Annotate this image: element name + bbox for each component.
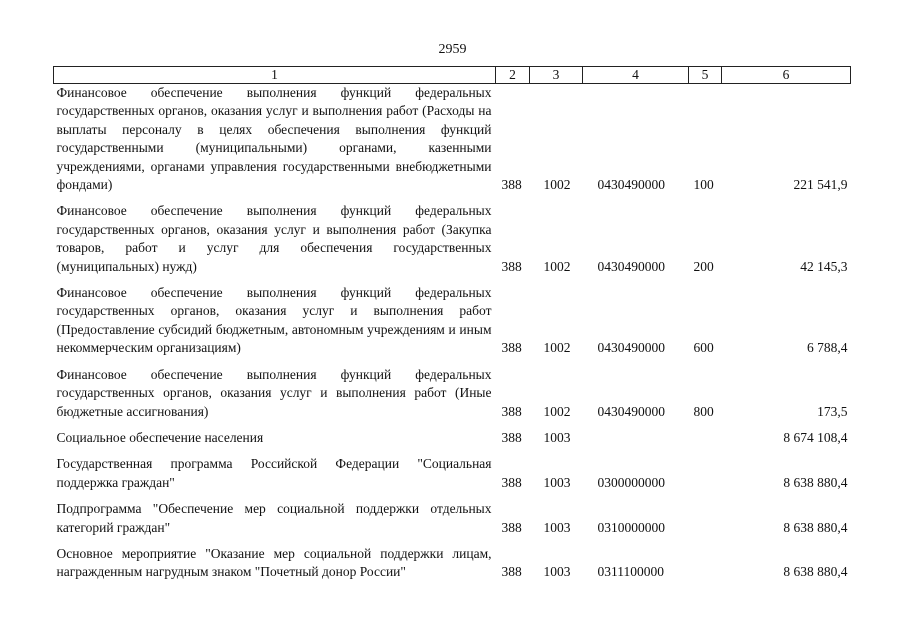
column-header-rz: 3 bbox=[530, 67, 583, 84]
row-vr-code bbox=[689, 500, 722, 537]
table-row bbox=[54, 284, 851, 358]
row-vr-code: 800 bbox=[693, 403, 714, 419]
row-rz-code: 1003 bbox=[543, 564, 571, 580]
column-header-sum: 6 bbox=[722, 67, 851, 84]
row-vr-code: 600 bbox=[693, 340, 714, 356]
column-header-gr: 2 bbox=[496, 67, 530, 84]
row-cs-code: 0430490000 bbox=[597, 258, 665, 274]
row-sum: 8 674 108,4 bbox=[783, 429, 848, 445]
table-row bbox=[54, 500, 851, 537]
budget-table bbox=[53, 66, 851, 582]
table-row bbox=[54, 202, 851, 276]
row-gr-code: 388 bbox=[501, 403, 522, 419]
row-gr-code: 388 bbox=[501, 177, 522, 193]
column-header-cs: 4 bbox=[583, 67, 689, 84]
row-cs-code: 0430490000 bbox=[597, 177, 665, 193]
row-rz-code: 1003 bbox=[543, 474, 571, 490]
table-row bbox=[54, 545, 851, 582]
row-cs-code: 0430490000 bbox=[597, 403, 665, 419]
table-header-row bbox=[54, 67, 851, 84]
row-rz-code: 1002 bbox=[543, 403, 571, 419]
row-vr-code: 200 bbox=[693, 258, 714, 274]
table-row bbox=[54, 455, 851, 492]
row-vr-code bbox=[689, 429, 722, 447]
row-name: Подпрограмма "Обеспечение мер социальной поддержки отдельных категорий граждан" bbox=[56, 501, 492, 535]
row-cs-code: 0310000000 bbox=[597, 519, 665, 535]
row-rz-code: 1002 bbox=[543, 258, 571, 274]
row-cs-code: 0300000000 bbox=[597, 474, 665, 490]
table-row bbox=[54, 429, 851, 447]
row-vr-code bbox=[689, 455, 722, 492]
table-row bbox=[54, 366, 851, 421]
page-number: 2959 bbox=[438, 42, 467, 57]
row-cs-code bbox=[583, 429, 689, 447]
row-rz-code: 1003 bbox=[543, 519, 571, 535]
row-vr-code: 100 bbox=[693, 177, 714, 193]
row-gr-code: 388 bbox=[501, 429, 522, 445]
row-gr-code: 388 bbox=[501, 564, 522, 580]
row-sum: 173,5 bbox=[817, 403, 848, 419]
row-sum: 221 541,9 bbox=[793, 177, 848, 193]
row-rz-code: 1003 bbox=[543, 429, 571, 445]
row-gr-code: 388 bbox=[501, 474, 522, 490]
row-name: Финансовое обеспечение выполнения функций федеральных государственных органов, оказания услуг и выполнения работ (Иные бюджетные ассигнования) bbox=[56, 366, 492, 419]
row-rz-code: 1002 bbox=[543, 340, 571, 356]
row-name: Основное мероприятие "Оказание мер социальной поддержки лицам, награжденным нагрудным знаком "Почетный донор России" bbox=[56, 545, 492, 580]
row-name: Государственная программа Российской Федерации "Социальная поддержка граждан" bbox=[56, 456, 492, 490]
row-sum: 8 638 880,4 bbox=[783, 474, 848, 490]
row-name: Финансовое обеспечение выполнения функций федеральных государственных органов, оказания услуг и выполнения работ (Расходы на выплаты персоналу в целях обеспечения выполнения функций государственными (муниципальными) органами, казенными учреждениями, органами управления государственными внебюджетными фондами) bbox=[56, 85, 492, 193]
row-name: Финансовое обеспечение выполнения функций федеральных государственных органов, оказания услуг и выполнения работ (Закупка товаров, работ и услуг для обеспечения государственных (муниципальных) нужд) bbox=[56, 203, 492, 274]
column-header-name: 1 bbox=[54, 67, 496, 84]
row-sum: 42 145,3 bbox=[800, 258, 848, 274]
row-cs-code: 0311100000 bbox=[597, 564, 664, 580]
row-name: Финансовое обеспечение выполнения функций федеральных государственных органов, оказания услуг и выполнения работ (Предоставление субсидий бюджетным, автономным учреждениям и иным некоммерческим организациям) bbox=[56, 285, 492, 356]
row-rz-code: 1002 bbox=[543, 177, 571, 193]
row-sum: 8 638 880,4 bbox=[783, 564, 848, 580]
column-header-vr: 5 bbox=[689, 67, 722, 84]
row-name: Социальное обеспечение населения bbox=[56, 429, 264, 445]
row-vr-code bbox=[689, 545, 722, 582]
row-cs-code: 0430490000 bbox=[597, 340, 665, 356]
row-sum: 8 638 880,4 bbox=[783, 519, 848, 535]
table-row bbox=[54, 84, 851, 195]
row-sum: 6 788,4 bbox=[807, 340, 848, 356]
row-gr-code: 388 bbox=[501, 258, 522, 274]
row-gr-code: 388 bbox=[501, 519, 522, 535]
row-gr-code: 388 bbox=[501, 340, 522, 356]
